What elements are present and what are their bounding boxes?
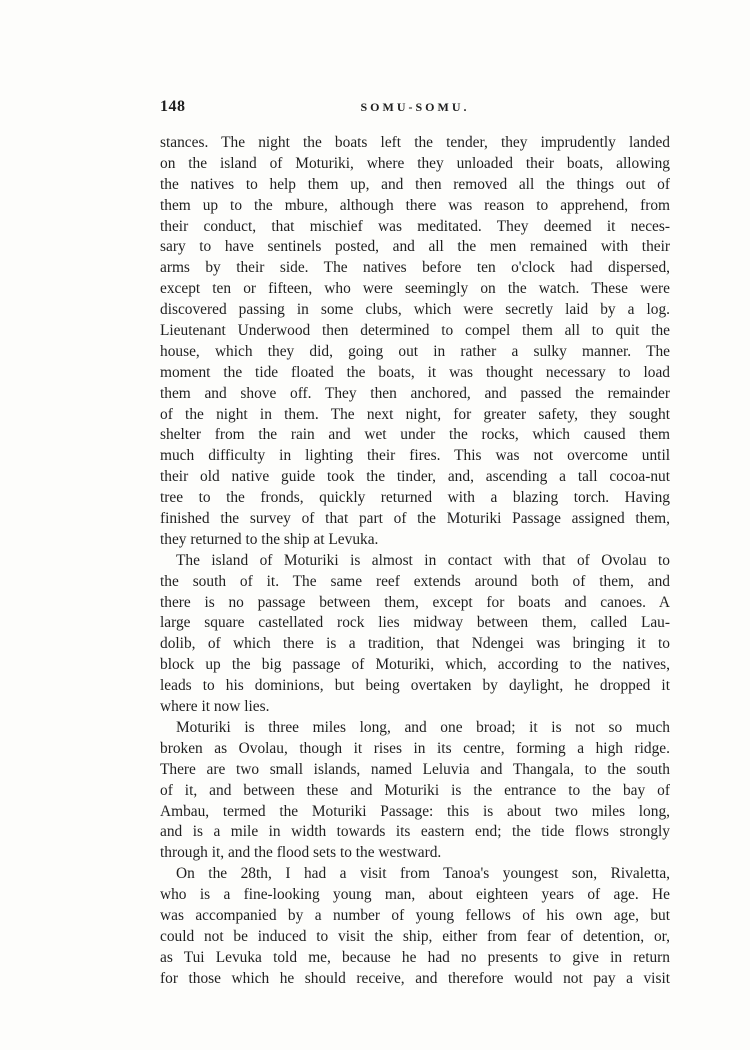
text-line: as Tui Levuka told me, because he had no presents to give in return <box>160 948 670 966</box>
text-line: discovered passing in some clubs, which were secretly laid by a log. <box>160 301 670 319</box>
paragraph-first-line: On the 28th, I had a visit from Tanoa's youngest son, Rivaletta, <box>176 865 670 883</box>
text-line: There are two small islands, named Leluvia and Thangala, to the south <box>160 760 670 778</box>
text-line: and is a mile in width towards its eastern end; the tide flows strongly <box>160 823 670 841</box>
text-line: leads to his dominions, but being overtaken by daylight, he dropped it <box>160 677 670 695</box>
text-line: finished the survey of that part of the Moturiki Passage assigned them, <box>160 510 670 528</box>
text-line: arms by their side. The natives before ten o'clock had dispersed, <box>160 259 670 277</box>
text-line: of it, and between these and Moturiki is the entrance to the bay of <box>160 781 670 799</box>
text-line: the natives to help them up, and then removed all the things out of <box>160 175 670 193</box>
text-line: they returned to the ship at Levuka. <box>160 530 379 548</box>
text-line: block up the big passage of Moturiki, which, according to the natives, <box>160 656 670 674</box>
text-line: was accompanied by a number of young fellows of his own age, but <box>160 906 670 924</box>
text-line: where it now lies. <box>160 698 270 716</box>
text-line: them and shove off. They then anchored, and passed the remainder <box>160 384 670 402</box>
body-text <box>160 133 670 990</box>
text-line: tree to the fronds, quickly returned with a blazing torch. Having <box>160 489 670 507</box>
paragraph-first-line: The island of Moturiki is almost in contact with that of Ovolau to <box>176 551 670 569</box>
text-line: except ten or fifteen, who were seemingly on the watch. These were <box>160 280 670 298</box>
text-line: them up to the mbure, although there was reason to apprehend, from <box>160 196 670 214</box>
text-line: Lieutenant Underwood then determined to compel them all to quit the <box>160 322 670 340</box>
text-line: stances. The night the boats left the tender, they imprudently landed <box>160 134 670 151</box>
text-line: house, which they did, going out in rather a sulky manner. The <box>160 342 670 360</box>
text-line: through it, and the flood sets to the westward. <box>160 844 442 862</box>
running-title: SOMU-SOMU. <box>360 100 470 114</box>
text-line: who is a fine-looking young man, about eighteen years of age. He <box>160 886 670 904</box>
text-line: the south of it. The same reef extends around both of them, and <box>160 572 670 590</box>
text-line: much difficulty in lighting their fires. This was not overcome until <box>160 447 670 465</box>
text-line: there is no passage between them, except for boats and canoes. A <box>160 593 670 611</box>
text-line: for those which he should receive, and therefore would not pay a visit <box>160 969 670 987</box>
text-line: moment the tide floated the boats, it was thought necessary to load <box>160 363 670 381</box>
text-line: Ambau, termed the Moturiki Passage: this is about two miles long, <box>160 802 670 820</box>
text-line: dolib, of which there is a tradition, that Ndengei was bringing it to <box>160 635 670 653</box>
text-line: sary to have sentinels posted, and all the men remained with their <box>160 238 670 256</box>
text-line: could not be induced to visit the ship, either from fear of detention, or, <box>160 927 670 945</box>
text-line: of the night in them. The next night, for greater safety, they sought <box>160 405 670 423</box>
text-line: broken as Ovolau, though it rises in its centre, forming a high ridge. <box>160 739 670 757</box>
page-number: 148 <box>160 98 186 115</box>
text-line: their conduct, that mischief was meditated. They deemed it neces- <box>160 217 670 235</box>
text-line: on the island of Moturiki, where they unloaded their boats, allowing <box>160 154 670 172</box>
text-line: large square castellated rock lies midway between them, called Lau- <box>160 614 670 632</box>
paragraph-first-line: Moturiki is three miles long, and one broad; it is not so much <box>176 718 670 736</box>
text-line: shelter from the rain and wet under the rocks, which caused them <box>160 426 670 444</box>
text-line: their old native guide took the tinder, and, ascending a tall cocoa-nut <box>160 468 670 486</box>
running-head <box>160 98 670 120</box>
